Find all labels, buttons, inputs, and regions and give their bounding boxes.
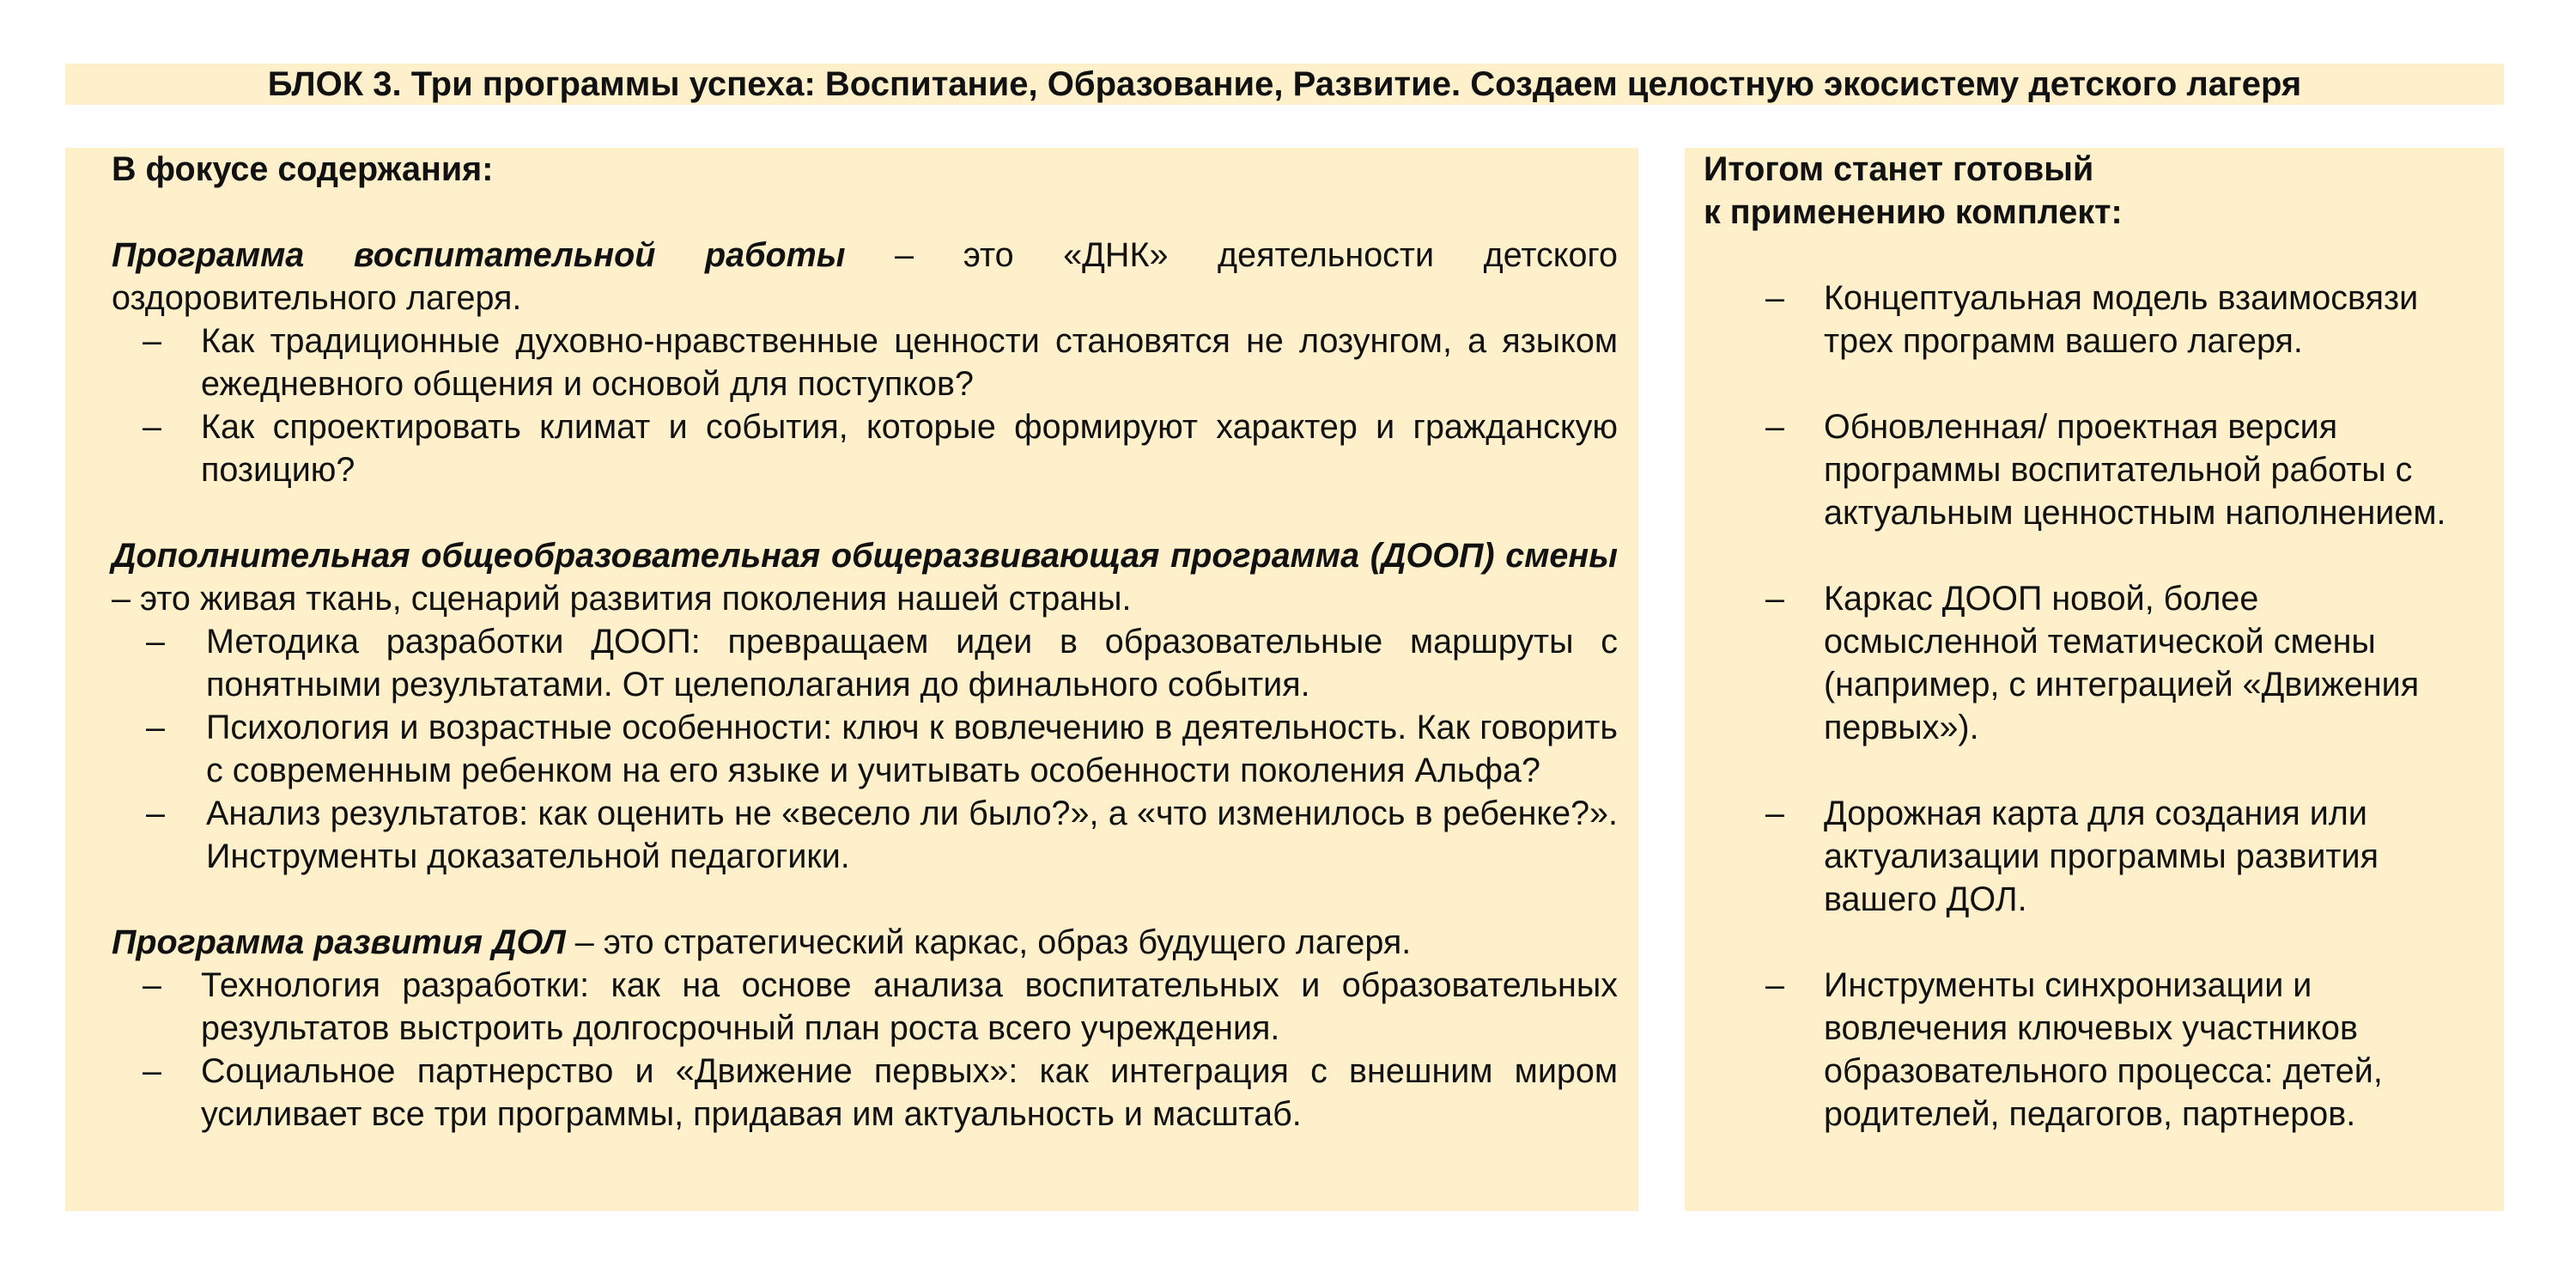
dash-bullet: – xyxy=(143,1052,161,1090)
list-item-text: Технология разработки: как на основе анализа воспитательных и образовательных результатов выстроить долгосрочный план роста всего учреждения. xyxy=(201,966,1618,1047)
section-title: Программа развития ДОЛ xyxy=(112,923,566,961)
result-kit-list xyxy=(1704,277,2478,1136)
list-item-text: Психология и возрастные особенности: ключ к вовлечению в деятельность. Как говорить с современным ребенком на его языке и учитывать особенности поколения Альфа? xyxy=(206,709,1618,789)
content-focus-heading: В фокусе содержания: xyxy=(112,150,494,188)
list-item xyxy=(112,405,1618,491)
dash-bullet: – xyxy=(1765,279,1784,317)
section-list xyxy=(112,320,1618,491)
list-item-text: Обновленная/ проектная версия программы воспитательной работы с актуальным ценностным наполнением. xyxy=(1824,408,2446,532)
dash-bullet: – xyxy=(146,623,165,661)
list-item xyxy=(112,320,1618,405)
list-item xyxy=(1704,277,2478,362)
result-kit-panel xyxy=(1685,148,2504,1211)
section-development-program xyxy=(112,921,1618,1136)
dash-bullet: – xyxy=(143,408,161,446)
list-item xyxy=(1704,964,2478,1136)
section-description: – это стратегический каркас, образ будущего лагеря. xyxy=(565,923,1412,961)
dash-bullet: – xyxy=(1765,966,1784,1004)
section-lead xyxy=(112,921,1618,964)
list-item xyxy=(112,1050,1618,1136)
list-item-text: Анализ результатов: как оценить не «весело ли было?», а «что изменилось в ребенке?». Инструменты доказательной педагогики. xyxy=(206,795,1618,875)
list-item-text: Как традиционные духовно-нравственные ценности становятся не лозунгом, а языком ежедневного общения и основой для поступков? xyxy=(201,322,1618,403)
dash-bullet: – xyxy=(1765,408,1784,446)
dash-bullet: – xyxy=(146,709,165,746)
list-item-text: Каркас ДООП новой, более осмысленной тематической смены (например, с интеграцией «Движения первых»). xyxy=(1824,580,2420,746)
section-description: – это живая ткань, сценарий развития поколения нашей страны. xyxy=(112,580,1132,618)
section-title: Программа воспитательной работы xyxy=(112,236,846,274)
result-kit-heading-line2: к применению комплект: xyxy=(1704,193,2123,231)
list-item-text: Как спроектировать климат и события, которые формируют характер и гражданскую позицию? xyxy=(201,408,1618,489)
dash-bullet: – xyxy=(146,795,165,832)
list-item xyxy=(112,706,1618,792)
section-lead xyxy=(112,234,1618,320)
section-education-program xyxy=(112,234,1618,491)
content-focus-panel xyxy=(65,148,1638,1211)
section-title: Дополнительная общеобразовательная общеразвивающая программа (ДООП) смены xyxy=(112,537,1618,575)
dash-bullet: – xyxy=(143,966,161,1004)
list-item-text: Дорожная карта для создания или актуализации программы развития вашего ДОЛ. xyxy=(1824,795,2379,918)
list-item xyxy=(112,792,1618,878)
result-kit-heading-line1: Итогом станет готовый xyxy=(1704,150,2094,188)
section-list xyxy=(112,620,1618,878)
list-item xyxy=(112,964,1618,1050)
list-item-text: Концептуальная модель взаимосвязи трех программ вашего лагеря. xyxy=(1824,279,2419,360)
dash-bullet: – xyxy=(143,322,161,360)
block-title: БЛОК 3. Три программы успеха: Воспитание, Образование, Развитие. Создаем целостную экосистему детского лагеря xyxy=(267,65,2302,103)
block-title-banner xyxy=(65,64,2504,105)
section-lead xyxy=(112,534,1618,620)
list-item-text: Инструменты синхронизации и вовлечения ключевых участников образовательного процесса: детей, родителей, педагогов, партнеров. xyxy=(1824,966,2383,1133)
list-item xyxy=(1704,405,2478,534)
result-kit-heading xyxy=(1704,148,2478,234)
list-item-text: Методика разработки ДООП: превращаем идеи в образовательные маршруты с понятными результатами. От целеполагания до финального события. xyxy=(206,623,1618,703)
dash-bullet: – xyxy=(1765,580,1784,618)
section-dop-program xyxy=(112,534,1618,878)
dash-bullet: – xyxy=(1765,795,1784,832)
list-item xyxy=(1704,792,2478,921)
section-list xyxy=(112,964,1618,1136)
section-description: – это «ДНК» деятельности детского оздоровительного лагеря. xyxy=(112,236,1618,317)
list-item xyxy=(112,620,1618,706)
list-item xyxy=(1704,577,2478,749)
list-item-text: Социальное партнерство и «Движение первых»: как интеграция с внешним миром усиливает все три программы, придавая им актуальность и масштаб. xyxy=(201,1052,1618,1133)
